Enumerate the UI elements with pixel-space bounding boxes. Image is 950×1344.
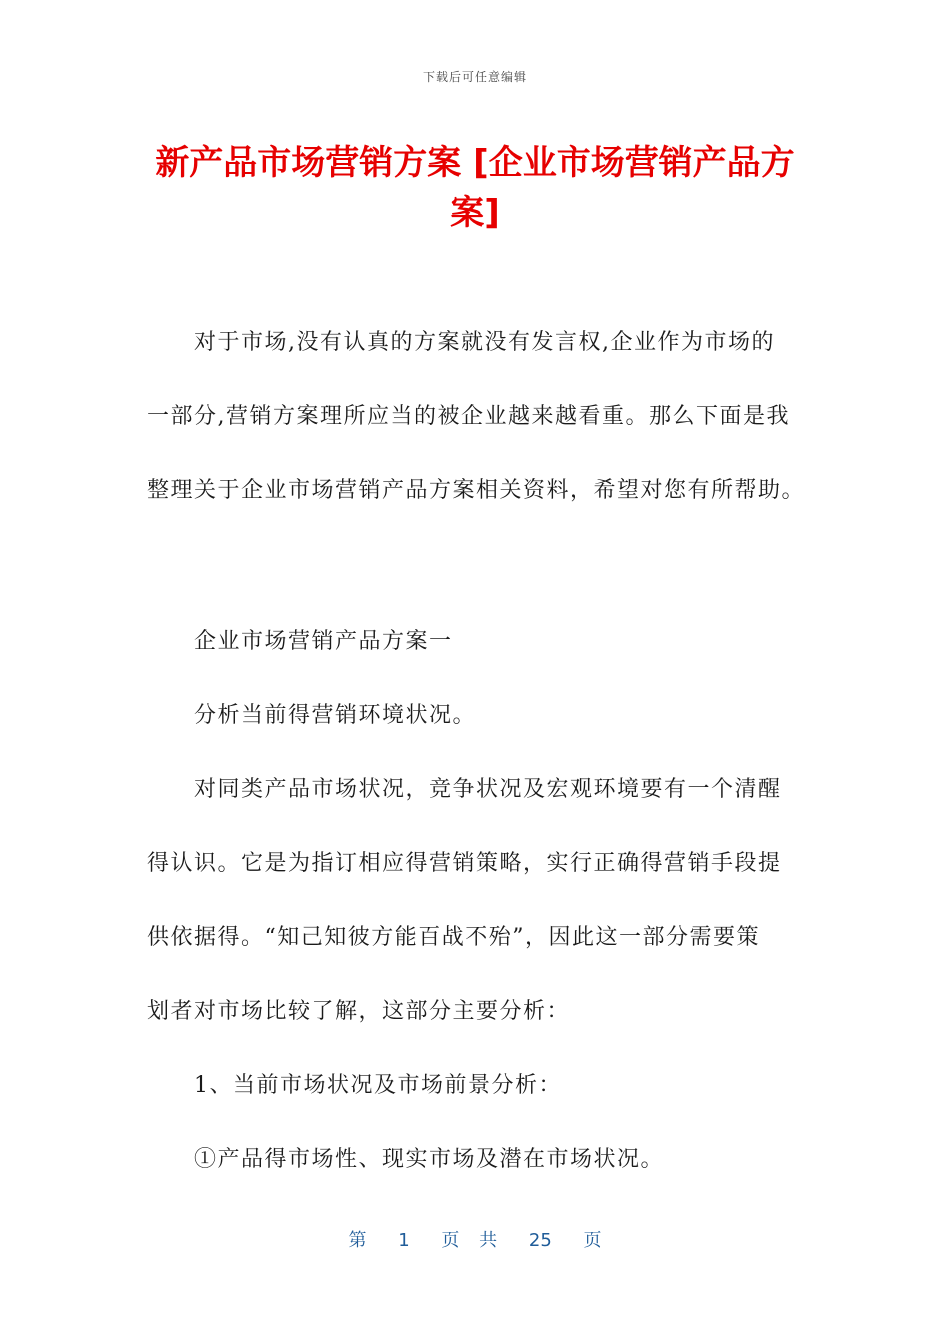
footer-suffix: 页 — [583, 1230, 602, 1251]
page-footer — [0, 1226, 950, 1252]
intro-line: 整理关于企业市场营销产品方案相关资料，希望对您有所帮助。 — [147, 478, 806, 503]
subheading: 分析当前得营销环境状况。 — [194, 703, 477, 728]
intro-paragraph — [147, 306, 807, 528]
section-body — [147, 605, 807, 1197]
body-line: 得认识。它是为指订相应得营销策略，实行正确得营销手段提 — [147, 851, 782, 876]
title-line-1: 新产品市场营销方案 [企业市场营销产品方 — [155, 143, 795, 183]
intro-line: 一部分,营销方案理所应当的被企业越来越看重。那么下面是我 — [147, 404, 790, 429]
footer-prefix: 第 — [348, 1230, 367, 1251]
title-line-2: 案] — [450, 193, 500, 233]
page-title — [150, 138, 800, 238]
section-heading: 企业市场营销产品方案一 — [194, 629, 453, 654]
footer-page-total: 25 — [528, 1230, 552, 1251]
list-item-1: 1、当前市场状况及市场前景分析： — [194, 1073, 562, 1098]
body-line: 对同类产品市场状况，竞争状况及宏观环境要有一个清醒 — [194, 777, 782, 802]
footer-page-number: 1 — [398, 1230, 410, 1251]
list-subitem-1: ①产品得市场性、现实市场及潜在市场状况。 — [194, 1147, 665, 1172]
body-line: 划者对市场比较了解，这部分主要分析： — [147, 999, 571, 1024]
body-line: 供依据得。“知己知彼方能百战不殆”，因此这一部分需要策 — [147, 925, 760, 950]
header-note: 下载后可任意编辑 — [422, 70, 527, 84]
footer-mid: 页 共 — [441, 1230, 498, 1251]
intro-line: 对于市场,没有认真的方案就没有发言权,企业作为市场的 — [194, 330, 775, 355]
